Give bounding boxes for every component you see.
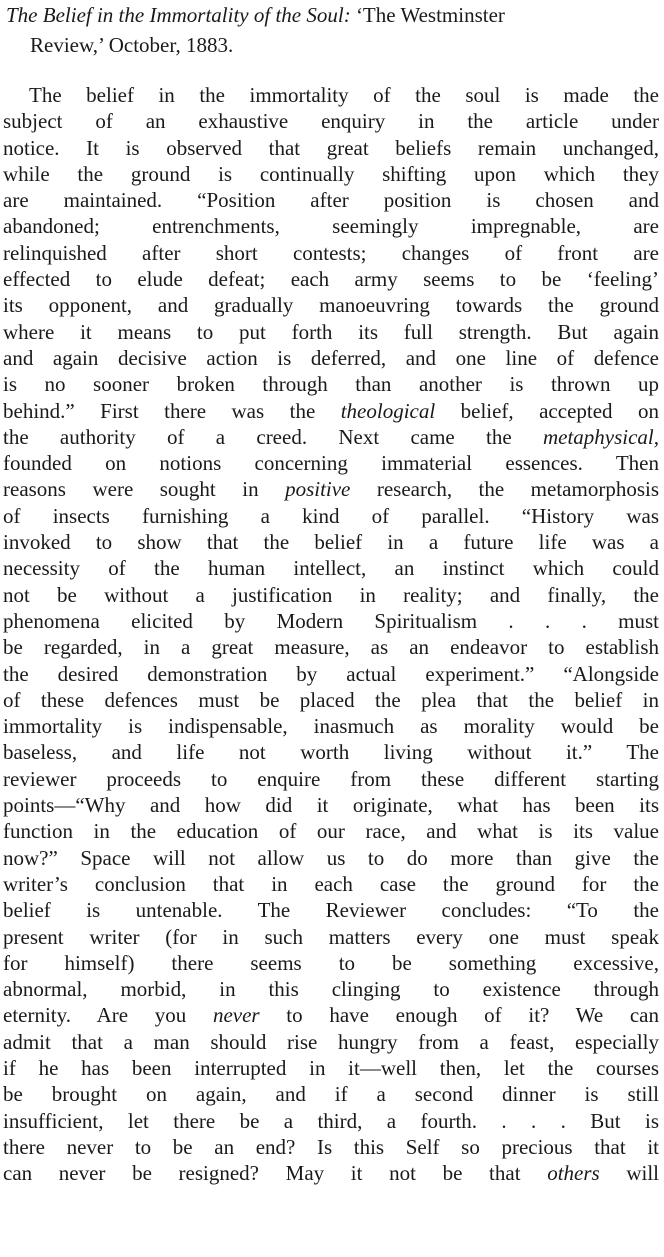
text-line: now?” Space will not allow us to do more than give the: [3, 845, 659, 870]
emphasis-positive: positive: [285, 477, 351, 502]
text-line: reviewer proceeds to enquire from these different starting: [3, 766, 659, 791]
text-line: points—“Why and how did it originate, what has been its: [3, 793, 659, 818]
text-line: immortality is indispensable, inasmuch as morality would be: [3, 714, 659, 739]
source-date: Review,’ October, 1883.: [30, 33, 234, 57]
text-segment: the authority of a creed. Next came the: [3, 424, 512, 449]
heading-line-1: [6, 0, 658, 30]
text-line-mixed: [3, 1002, 659, 1028]
emphasis-theological: theological: [340, 398, 436, 423]
text-segment: can never be resigned? May it not be that: [3, 1161, 521, 1186]
text-line: notice. It is observed that great beliefs remain unchanged,: [3, 135, 659, 160]
text-segment: belief, accepted on: [435, 398, 659, 423]
text-line: baseless, and life not worth living without it.” The: [3, 740, 659, 765]
text-segment: behind.” First there was the: [3, 398, 316, 423]
text-line: is no sooner broken through than another is thrown up: [3, 372, 659, 397]
text-line: are maintained. “Position after position is chosen and: [3, 188, 659, 213]
text-segment: research, the metamorphosis: [350, 477, 659, 502]
text-line-mixed: [3, 424, 659, 450]
text-segment: reasons were sought in: [3, 477, 259, 502]
text-line: of insects furnishing a kind of parallel. “History was: [3, 503, 659, 528]
text-segment: to have enough of it? We can: [259, 1003, 659, 1028]
text-line: subject of an exhaustive enquiry in the article under: [3, 109, 659, 134]
text-line: necessity of the human intellect, an instinct which could: [3, 556, 659, 581]
emphasis-metaphysical: metaphysical,: [542, 424, 659, 449]
text-line: writer’s conclusion that in each case the ground for the: [3, 871, 659, 896]
text-line: if he has been interrupted in it—well then, let the courses: [3, 1055, 659, 1080]
text-line: abnormal, morbid, in this clinging to existence through: [3, 977, 659, 1002]
text-line-mixed: [3, 1160, 659, 1186]
text-line: The belief in the immortality of the soul is made the: [29, 83, 659, 107]
text-line: admit that a man should rise hungry from a feast, especially: [3, 1029, 659, 1054]
emphasis-others: others: [547, 1161, 600, 1186]
article-title: The Belief in the Immortality of the Soul:: [6, 3, 351, 27]
source-publication: ‘The Westminster: [355, 3, 505, 27]
article-body: [3, 82, 659, 1186]
emphasis-never: never: [212, 1003, 260, 1028]
text-line: effected to elude defeat; each army seems to be ‘feeling’: [3, 267, 659, 292]
text-line: where it means to put forth its full strength. But again: [3, 319, 659, 344]
text-line: while the ground is continually shifting upon which they: [3, 161, 659, 186]
text-line: of these defences must be placed the plea that the belief in: [3, 687, 659, 712]
text-line: function in the education of our race, and what is its value: [3, 819, 659, 844]
text-line: the desired demonstration by actual experiment.” “Alongside: [3, 661, 659, 686]
text-line: for himself) there seems to be something excessive,: [3, 950, 659, 975]
text-line: relinquished after short contests; changes of front are: [3, 240, 659, 265]
text-line: and again decisive action is deferred, and one line of defence: [3, 345, 659, 370]
text-line: invoked to show that the belief in a future life was a: [3, 530, 659, 555]
text-line: phenomena elicited by Modern Spiritualism . . . must: [3, 608, 659, 633]
text-line: not be without a justification in reality; and finally, the: [3, 582, 659, 607]
text-line-mixed: [3, 476, 659, 502]
text-line-mixed: [3, 398, 659, 424]
text-segment: will: [599, 1161, 659, 1186]
article-heading: [6, 0, 658, 60]
text-line: be regarded, in a great measure, as an endeavor to establish: [3, 635, 659, 660]
text-line: belief is untenable. The Reviewer concludes: “To the: [3, 898, 659, 923]
text-segment: eternity. Are you: [3, 1003, 187, 1028]
text-line: be brought on again, and if a second dinner is still: [3, 1082, 659, 1107]
text-line: present writer (for in such matters every one must speak: [3, 924, 659, 949]
text-line: its opponent, and gradually manoeuvring towards the ground: [3, 293, 659, 318]
text-line: there never to be an end? Is this Self so precious that it: [3, 1134, 659, 1159]
text-line: abandoned; entrenchments, seemingly impregnable, are: [3, 214, 659, 239]
text-line: founded on notions concerning immaterial essences. Then: [3, 451, 659, 476]
text-line: insufficient, let there be a third, a fourth. . . . But is: [3, 1108, 659, 1133]
